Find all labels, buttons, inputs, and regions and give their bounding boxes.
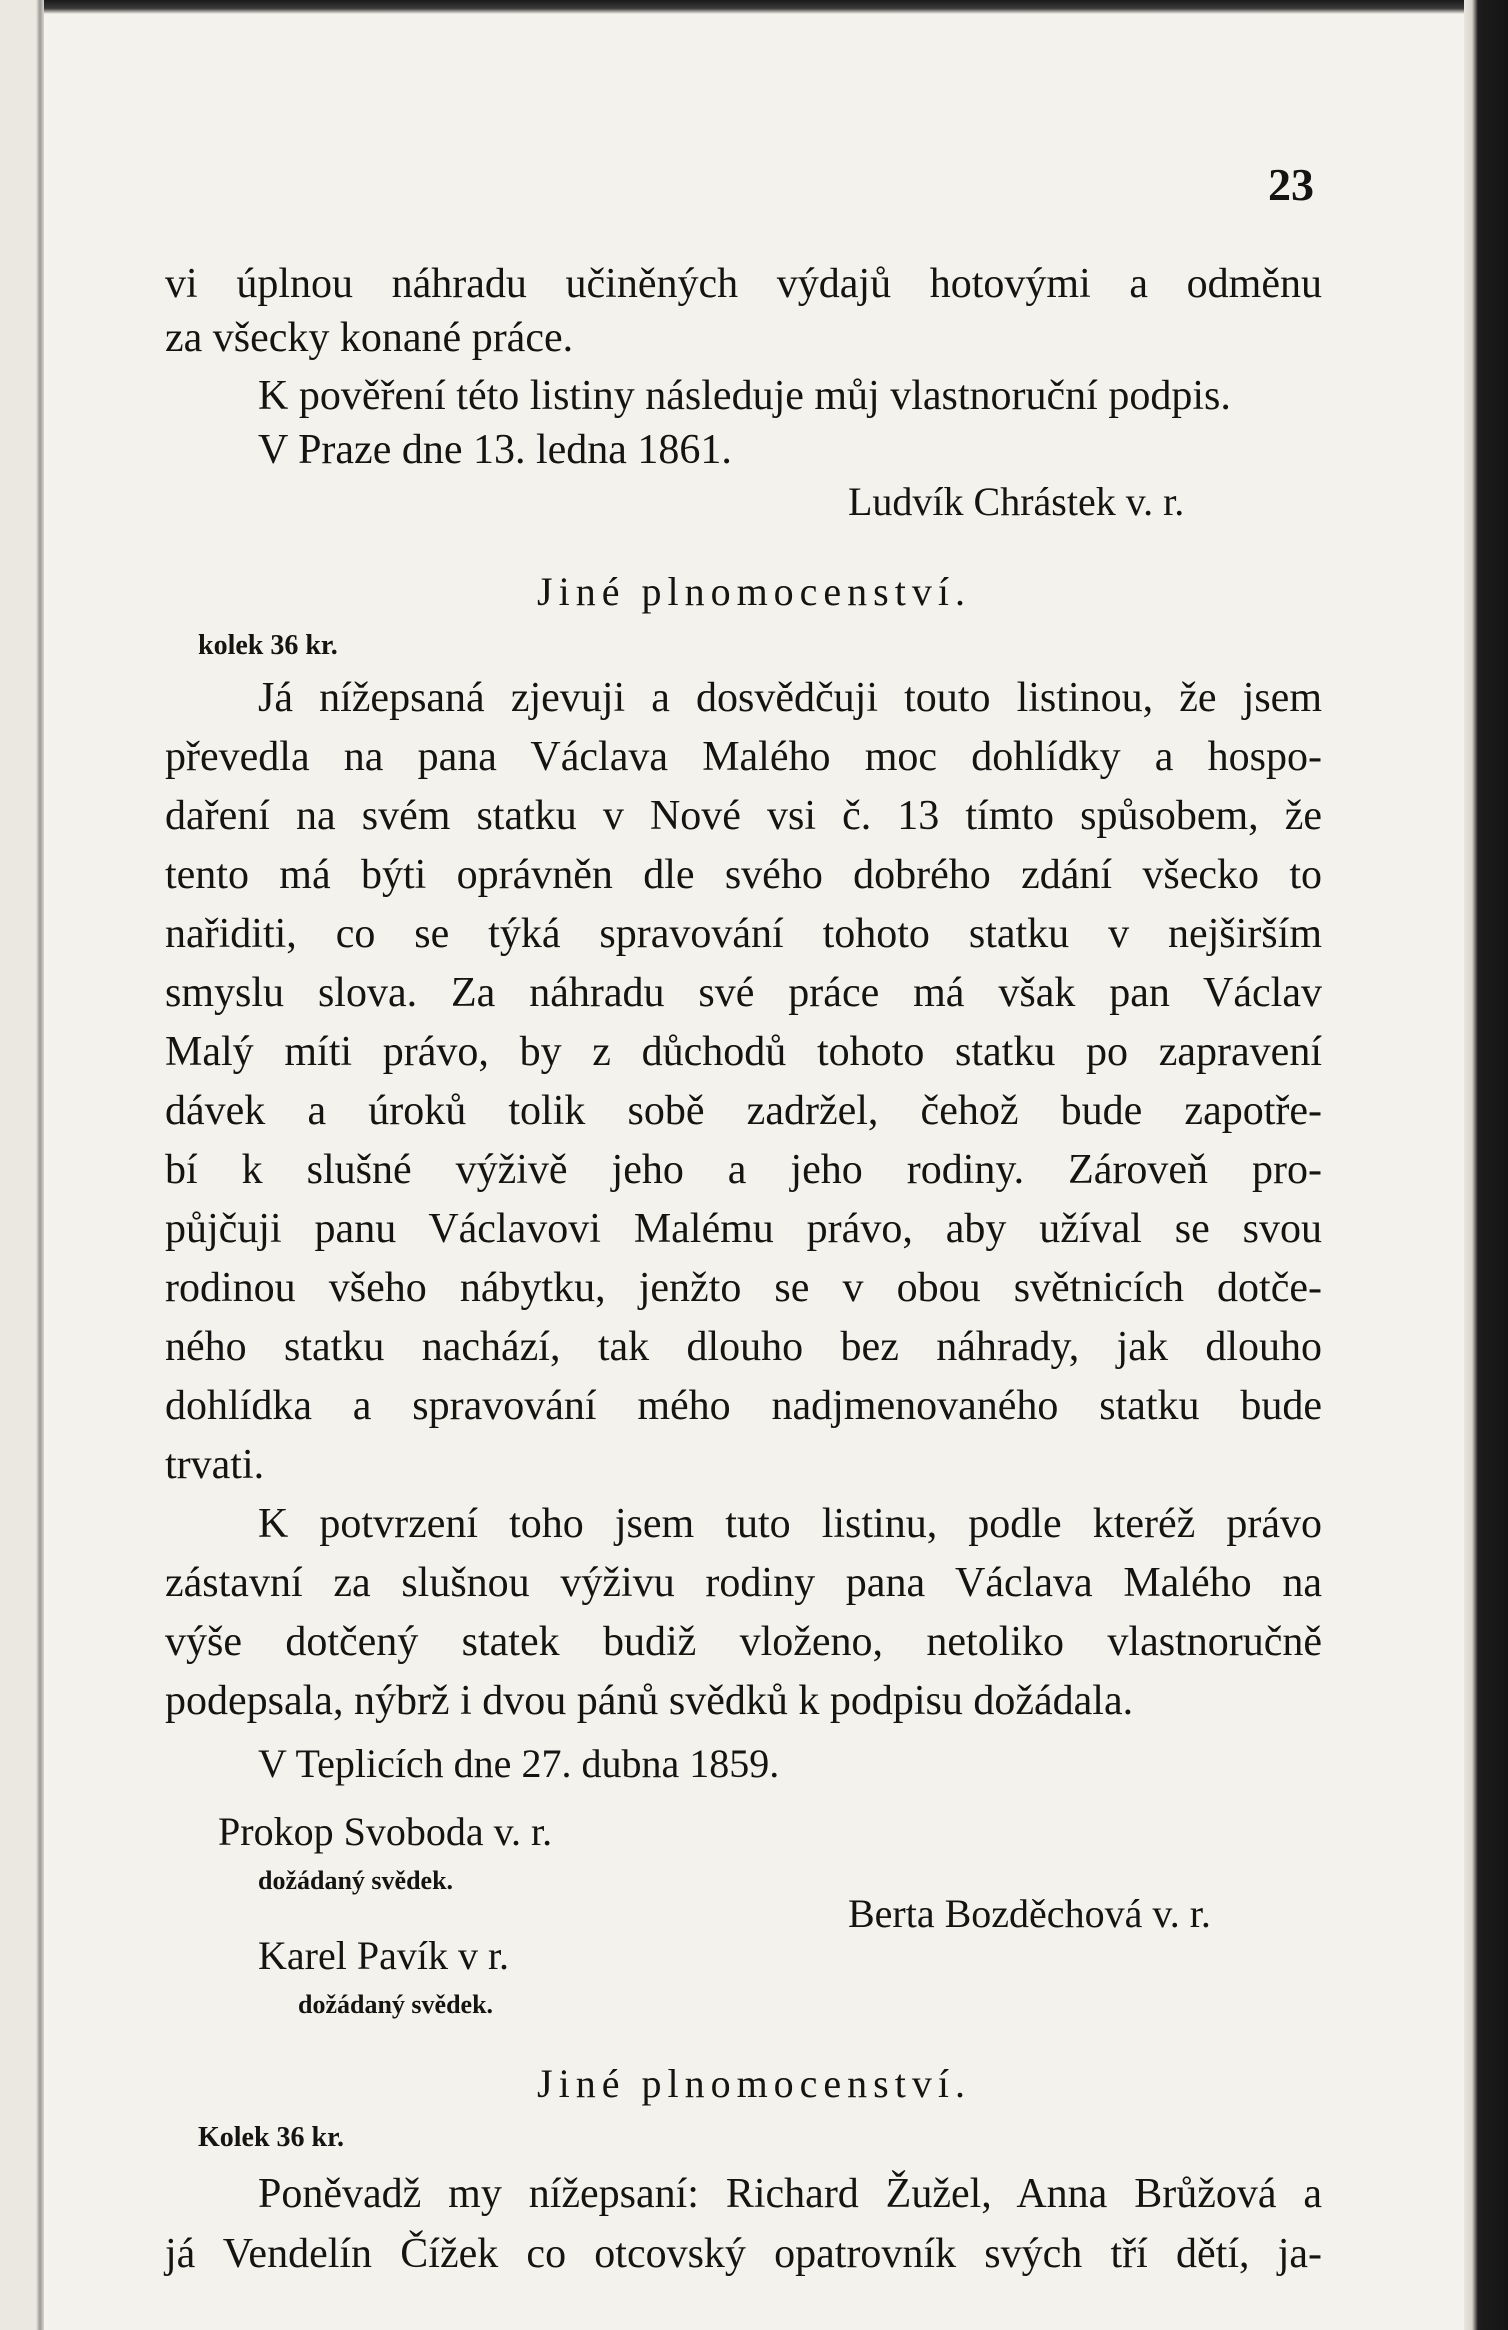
witness-role: dožádaný svědek. bbox=[298, 1990, 494, 2019]
text-line: půjčuji panu Václavovi Malému právo, aby užíval se svou bbox=[165, 1206, 1322, 1252]
text-line: nařiditi, co se týká spravování tohoto statku v nejširším bbox=[165, 911, 1322, 957]
signature-chrastek: Ludvík Chrástek v. r. bbox=[848, 479, 1185, 524]
scan-edge-left bbox=[0, 0, 44, 2330]
text-line: Já nížepsaná zjevuji a dosvědčuji touto listinou, že jsem bbox=[258, 675, 1322, 721]
witness-name: Prokop Svoboda v. r. bbox=[218, 1809, 553, 1854]
text-line: bí k slušné výživě jeho a jeho rodiny. Zároveň pro- bbox=[165, 1147, 1322, 1193]
text-line: já Vendelín Čížek co otcovský opatrovník svých tří dětí, ja- bbox=[165, 2231, 1322, 2277]
text-line: zástavní za slušnou výživu rodiny pana Václava Malého na bbox=[165, 1560, 1322, 1606]
text-line: K pověření této listiny následuje můj vlastnoruční podpis. bbox=[258, 373, 1231, 419]
place-date: V Teplicích dne 27. dubna 1859. bbox=[258, 1741, 780, 1786]
page-number: 23 bbox=[1268, 159, 1314, 210]
text-line: vi úplnou náhradu učiněných výdajů hotovými a odměnu bbox=[165, 261, 1322, 307]
text-line: podepsala, nýbrž i dvou pánů svědků k podpisu dožádala. bbox=[165, 1678, 1134, 1724]
text-line: K potvrzení toho jsem tuto listinu, podle kteréž právo bbox=[258, 1501, 1322, 1547]
text-line: výše dotčený statek budiž vloženo, netoliko vlastnoručně bbox=[165, 1619, 1322, 1665]
witness-name: Karel Pavík v r. bbox=[258, 1933, 510, 1978]
text-line: daření na svém statku v Nové vsi č. 13 tímto spůsobem, že bbox=[165, 793, 1322, 839]
signer-name: Berta Bozděchová v. r. bbox=[848, 1891, 1211, 1936]
section-heading: Jiné plnomocenství. bbox=[537, 569, 971, 614]
witness-role: dožádaný svědek. bbox=[258, 1866, 454, 1895]
text-line: trvati. bbox=[165, 1442, 265, 1488]
text-line: Malý míti právo, by z důchodů tohoto statku po zapravení bbox=[165, 1029, 1322, 1075]
text-line: ného statku nachází, tak dlouho bez náhrady, jak dlouho bbox=[165, 1324, 1322, 1370]
text-line: tento má býti oprávněn dle svého dobrého zdání všecko to bbox=[165, 852, 1322, 898]
text-line: dohlídka a spravování mého nadjmenovaného statku bude bbox=[165, 1383, 1322, 1429]
section-heading: Jiné plnomocenství. bbox=[537, 2061, 971, 2106]
text-line: Poněvadž my nížepsaní: Richard Žužel, Anna Brůžová a bbox=[258, 2171, 1322, 2217]
text-line: za všecky konané práce. bbox=[165, 315, 574, 361]
text-line: V Praze dne 13. ledna 1861. bbox=[258, 427, 732, 473]
stamp-note: kolek 36 kr. bbox=[198, 630, 338, 661]
text-line: smyslu slova. Za náhradu své práce má však pan Václav bbox=[165, 970, 1322, 1016]
text-line: dávek a úroků tolik sobě zadržel, čehož bude zapotře- bbox=[165, 1088, 1322, 1134]
stamp-note: Kolek 36 kr. bbox=[198, 2122, 344, 2153]
text-line: převedla na pana Václava Malého moc dohlídky a hospo- bbox=[165, 734, 1322, 780]
scan-edge-right bbox=[1464, 0, 1508, 2330]
scan-edge-top bbox=[0, 0, 1508, 14]
text-line: rodinou všeho nábytku, jenžto se v obou světnicích dotče- bbox=[165, 1265, 1322, 1311]
